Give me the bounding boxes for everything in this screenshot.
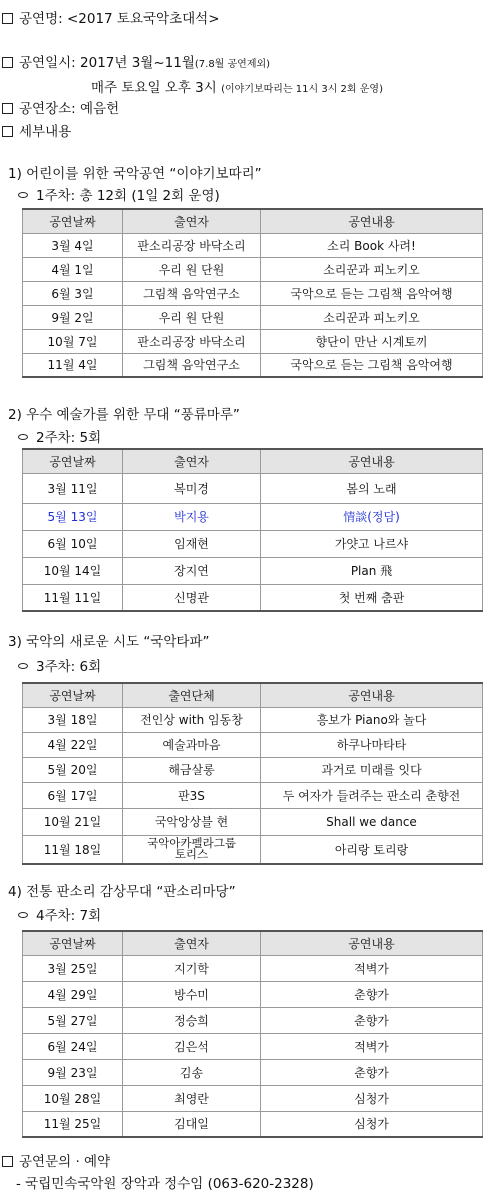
schedule-table-2 bbox=[22, 448, 483, 612]
table-row: 5월 20일 해금살롱 과거로 미래를 잇다 bbox=[23, 757, 483, 782]
circle-bullet-icon bbox=[18, 192, 28, 198]
table-row: 9월 23일 김송 춘향가 bbox=[23, 1059, 483, 1085]
table-row: 3월 11일 복미경 봄의 노래 bbox=[23, 473, 483, 503]
table-row: 11월 18일 국악아카펠라그룹 토리스 아리랑 토리랑 bbox=[23, 835, 483, 864]
checkbox-icon bbox=[2, 1156, 13, 1167]
checkbox-icon bbox=[2, 13, 13, 24]
table-row: 6월 24일 김은석 적벽가 bbox=[23, 1033, 483, 1059]
column-header: 출연자 bbox=[123, 209, 261, 233]
table-row: 10월 28일 최영란 심청가 bbox=[23, 1085, 483, 1111]
table-row: 6월 3일 그림책 음악연구소 국악으로 듣는 그림책 음악여행 bbox=[23, 281, 483, 305]
column-header: 공연날짜 bbox=[23, 449, 123, 473]
table-row: 9월 2일 우리 원 단원 소리꾼과 피노키오 bbox=[23, 305, 483, 329]
section-heading: 1) 어린이를 위한 국악공연 “이야기보따리” bbox=[8, 166, 262, 182]
details-heading: 세부내용 bbox=[2, 120, 71, 140]
section-subheading: 2주차: 5회 bbox=[18, 426, 101, 446]
table-row: 11월 25일 김대일 심청가 bbox=[23, 1111, 483, 1137]
section-heading: 2) 우수 예술가를 위한 무대 “풍류마루” bbox=[8, 407, 240, 423]
column-header: 공연날짜 bbox=[23, 931, 123, 955]
schedule-table-4 bbox=[22, 930, 483, 1138]
section-heading: 4) 전통 판소리 감상무대 “판소리마당” bbox=[8, 884, 236, 900]
table-row: 6월 10일 임재현 가얏고 나르샤 bbox=[23, 530, 483, 557]
table-row: 3월 4일 판소리공장 바닥소리 소리 Book 사려! bbox=[23, 233, 483, 257]
contact-heading: 공연문의 · 예약 bbox=[2, 1150, 110, 1170]
table-row: 10월 14일 장지연 Plan 飛 bbox=[23, 557, 483, 584]
column-header: 공연날짜 bbox=[23, 209, 123, 233]
column-header: 공연내용 bbox=[261, 683, 483, 707]
schedule-table-1 bbox=[22, 208, 483, 378]
column-header: 출연자 bbox=[123, 449, 261, 473]
table-row: 10월 7일 판소리공장 바닥소리 향단이 만난 시계토끼 bbox=[23, 329, 483, 353]
checkbox-icon bbox=[2, 126, 13, 137]
table-row: 6월 17일 판3S 두 여자가 들려주는 판소리 춘향전 bbox=[23, 782, 483, 808]
table-row: 11월 4일 그림책 음악연구소 국악으로 듣는 그림책 음악여행 bbox=[23, 353, 483, 377]
table-row: 4월 29일 방수미 춘향가 bbox=[23, 981, 483, 1007]
performance-title: 공연명: <2017 토요국악초대석> bbox=[2, 7, 220, 27]
circle-bullet-icon bbox=[18, 912, 28, 918]
table-row: 3월 25일 지기학 적벽가 bbox=[23, 955, 483, 981]
column-header: 출연단체 bbox=[123, 683, 261, 707]
column-header: 공연내용 bbox=[261, 449, 483, 473]
table-row: 10월 21일 국악앙상블 현 Shall we dance bbox=[23, 808, 483, 835]
schedule-table-3 bbox=[22, 682, 483, 865]
performance-time: 매주 토요일 오후 3시 (이야기보따리는 11시 3시 2회 운영) bbox=[91, 80, 383, 96]
circle-bullet-icon bbox=[18, 663, 28, 669]
section-subheading: 3주차: 6회 bbox=[18, 655, 101, 675]
table-row: 4월 22일 예술과마음 하쿠나마타타 bbox=[23, 732, 483, 757]
section-subheading: 1주차: 총 12회 (1일 2회 운영) bbox=[18, 184, 220, 204]
performance-venue: 공연장소: 예음헌 bbox=[2, 97, 119, 117]
column-header: 공연내용 bbox=[261, 209, 483, 233]
contact-line: - 국립민속국악원 장악과 정수임 (063-620-2328) bbox=[16, 1176, 314, 1192]
checkbox-icon bbox=[2, 57, 13, 68]
performance-date: 공연일시: 2017년 3월~11월(7.8월 공연제외) bbox=[2, 51, 270, 71]
column-header: 공연날짜 bbox=[23, 683, 123, 707]
section-heading: 3) 국악의 새로운 시도 “국악타파” bbox=[8, 634, 210, 650]
table-row: 5월 27일 정승희 춘향가 bbox=[23, 1007, 483, 1033]
circle-bullet-icon bbox=[18, 434, 28, 440]
column-header: 출연자 bbox=[123, 931, 261, 955]
table-row: 11월 11일 신명관 첫 번째 춤판 bbox=[23, 584, 483, 611]
checkbox-icon bbox=[2, 103, 13, 114]
table-row: 3월 18일 전인상 with 임동창 흥보가 Piano와 놀다 bbox=[23, 707, 483, 732]
section-subheading: 4주차: 7회 bbox=[18, 904, 101, 924]
column-header: 공연내용 bbox=[261, 931, 483, 955]
table-row-highlighted: 5월 13일 박지용 情談(정담) bbox=[23, 503, 483, 530]
table-row: 4월 1일 우리 원 단원 소리꾼과 피노키오 bbox=[23, 257, 483, 281]
